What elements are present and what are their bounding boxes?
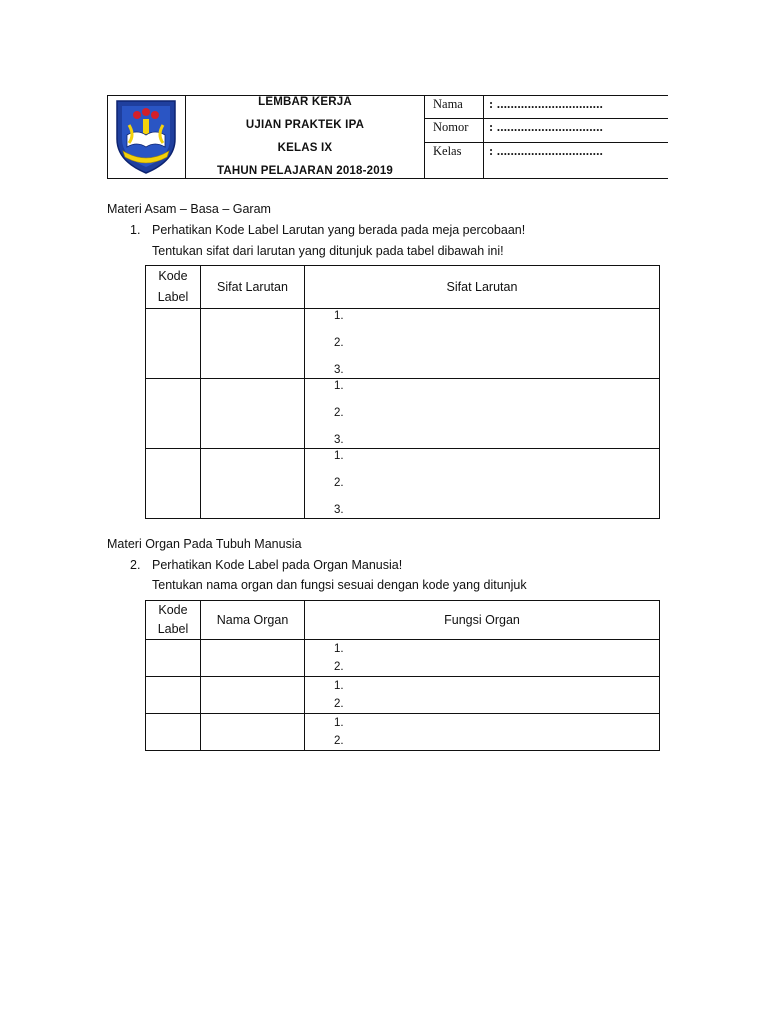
header-label-text: Label [157, 622, 189, 636]
cell-answers[interactable] [305, 449, 660, 519]
field-label-kelas: Kelas [433, 144, 462, 158]
section1-instruction: Perhatikan Kode Label Larutan yang berada pada meja percobaan! [152, 223, 526, 237]
cell-kode[interactable] [146, 449, 201, 519]
table-sifat-larutan [145, 265, 660, 519]
section1-number: 1. [130, 223, 141, 237]
table-row [146, 309, 660, 379]
list-item: 1. [334, 310, 344, 322]
header-sifat-larutan-2: Sifat Larutan [305, 266, 660, 309]
field-nama-blank[interactable]: : ............................... [489, 97, 604, 111]
list-item: 1. [334, 450, 344, 462]
list-item: 2. [334, 698, 344, 710]
title-tahun: TAHUN PELAJARAN 2018-2019 [216, 165, 394, 177]
cell-sifat[interactable] [201, 309, 305, 379]
school-logo [107, 95, 185, 179]
title-kelas: KELAS IX [277, 142, 333, 154]
list-item: 2. [334, 477, 344, 489]
table-row [146, 677, 660, 714]
section2-instruction-2: Tentukan nama organ dan fungsi sesuai dengan kode yang ditunjuk [152, 578, 527, 592]
section1-instruction-2: Tentukan sifat dari larutan yang ditunjuk pada tabel dibawah ini! [152, 244, 504, 258]
cell-nama-organ[interactable] [201, 640, 305, 677]
cell-kode[interactable] [146, 309, 201, 379]
header-nama-organ: Nama Organ [201, 601, 305, 640]
list-item: 2. [334, 661, 344, 673]
section2-instruction: Perhatikan Kode Label pada Organ Manusia! [152, 558, 403, 572]
school-logo-icon [107, 95, 185, 179]
cell-answers[interactable] [305, 640, 660, 677]
list-item: 2. [334, 407, 344, 419]
list-item: 2. [334, 735, 344, 747]
header-row-line-2 [424, 142, 668, 143]
cell-kode[interactable] [146, 379, 201, 449]
cell-kode[interactable] [146, 640, 201, 677]
list-item: 2. [334, 337, 344, 349]
cell-answers[interactable] [305, 379, 660, 449]
header-divider-label [483, 95, 484, 179]
header-sifat-larutan: Sifat Larutan [201, 266, 305, 309]
field-label-nama: Nama [433, 97, 463, 111]
list-item: 1. [334, 643, 344, 655]
table-row [146, 449, 660, 519]
list-item: 1. [334, 380, 344, 392]
table-row [146, 714, 660, 751]
cell-nama-organ[interactable] [201, 677, 305, 714]
header-fungsi-organ: Fungsi Organ [305, 601, 660, 640]
cell-sifat[interactable] [201, 449, 305, 519]
header-kode-text: Kode [158, 269, 188, 283]
section1-title: Materi Asam – Basa – Garam [107, 202, 271, 216]
list-item: 3. [334, 504, 344, 516]
header-kode-label [146, 601, 201, 640]
title-ujian: UJIAN PRAKTEK IPA [245, 119, 365, 131]
header-bottom-border [107, 178, 668, 179]
field-nomor-blank[interactable]: : ............................... [489, 120, 604, 134]
table-row [146, 379, 660, 449]
section2-title: Materi Organ Pada Tubuh Manusia [107, 537, 302, 551]
cell-answers[interactable] [305, 714, 660, 751]
header-row-line-1 [424, 118, 668, 119]
title-lembar-kerja: LEMBAR KERJA [258, 96, 352, 108]
table-fungsi-organ [145, 600, 660, 751]
table-header-row [146, 601, 660, 640]
cell-sifat[interactable] [201, 379, 305, 449]
list-item: 3. [334, 364, 344, 376]
cell-nama-organ[interactable] [201, 714, 305, 751]
header-divider-title [424, 95, 425, 179]
field-kelas-blank[interactable]: : ............................... [489, 144, 604, 158]
cell-kode[interactable] [146, 714, 201, 751]
cell-kode[interactable] [146, 677, 201, 714]
cell-answers[interactable] [305, 677, 660, 714]
list-item: 1. [334, 680, 344, 692]
list-item: 3. [334, 434, 344, 446]
section2-number: 2. [130, 558, 141, 572]
list-item: 1. [334, 717, 344, 729]
header-kode-text: Kode [158, 603, 188, 617]
header-label-text: Label [157, 290, 189, 304]
cell-answers[interactable] [305, 309, 660, 379]
field-label-nomor: Nomor [433, 120, 469, 134]
header-kode-label [146, 266, 201, 309]
table-row [146, 640, 660, 677]
